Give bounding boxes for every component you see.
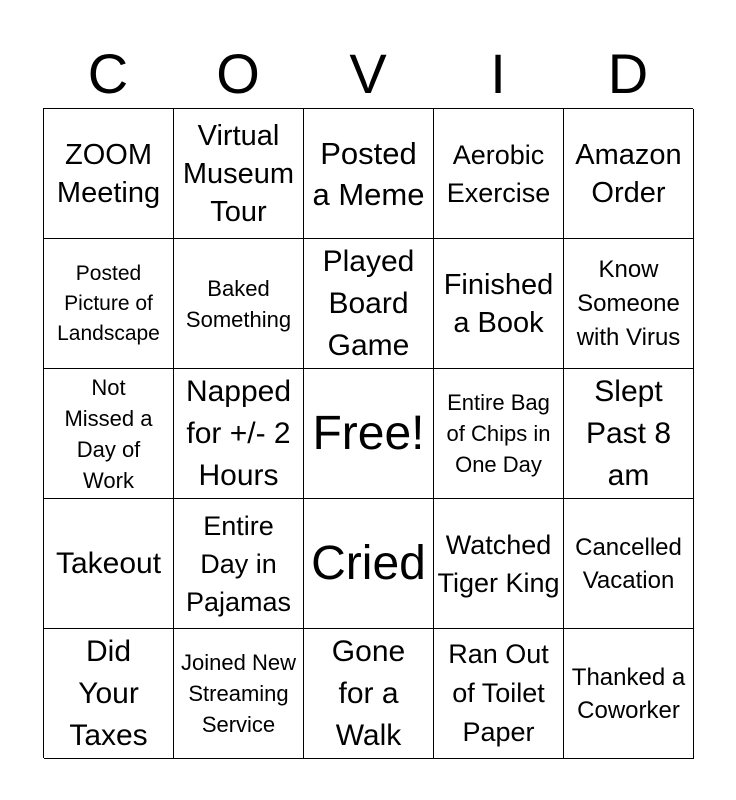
bingo-cell-r4c5[interactable] [564,499,694,629]
bingo-cell-r2c2[interactable] [174,239,304,369]
header-letter-d: D [607,42,649,105]
header-letter-o: O [216,42,260,105]
bingo-board [43,108,693,758]
bingo-cell-r1c2[interactable] [174,109,304,239]
cell-text: Amazon Order [575,138,682,209]
bingo-header [43,40,693,108]
bingo-cell-r3c4[interactable] [434,369,564,499]
free-space-text: Free! [312,406,425,460]
cell-text: Takeout [55,546,162,580]
bingo-cell-r1c4[interactable] [434,109,564,239]
cell-text: Finished a Book [443,268,554,339]
bingo-cell-r4c1[interactable] [44,499,174,629]
cell-text: Ran Out of Toilet Paper [448,639,549,747]
bingo-cell-r1c3[interactable] [304,109,434,239]
bingo-cell-r3c5[interactable] [564,369,694,499]
bingo-cell-r4c4[interactable] [434,499,564,629]
cell-text: Watched Tiger King [437,529,560,598]
cell-text: Slept Past 8 am [585,374,672,492]
cell-text: Did Your Taxes [69,634,148,752]
cell-text: Entire Day in Pajamas [185,510,292,617]
cell-text: Posted a Meme [312,135,425,212]
cell-text: Not Missed a Day of Work [64,374,153,493]
cell-text: Aerobic Exercise [446,139,551,208]
cell-text: Cried [311,536,426,590]
bingo-cell-r2c4[interactable] [434,239,564,369]
bingo-cell-r5c5[interactable] [564,629,694,759]
cell-text: Thanked a Coworker [571,663,686,724]
bingo-cell-free-space[interactable] [304,369,434,499]
bingo-cell-r2c1[interactable] [44,239,174,369]
bingo-cell-r3c2[interactable] [174,369,304,499]
bingo-cell-r4c2[interactable] [174,499,304,629]
cell-text: Virtual Museum Tour [182,119,295,228]
bingo-cell-r1c1[interactable] [44,109,174,239]
bingo-cell-r5c2[interactable] [174,629,304,759]
bingo-cell-r2c5[interactable] [564,239,694,369]
cell-text: Posted Picture of Landscape [57,261,160,345]
bingo-cell-r5c3[interactable] [304,629,434,759]
cell-text: ZOOM Meeting [56,138,161,209]
cell-text: Played Board Game [322,244,415,362]
cell-text: Know Someone with Virus [576,255,681,351]
cell-text: Gone for a Walk [331,634,406,752]
bingo-cell-r5c1[interactable] [44,629,174,759]
bingo-cell-r1c5[interactable] [564,109,694,239]
header-letter-c: C [87,42,129,105]
cell-text: Cancelled Vacation [575,533,682,594]
cell-text: Napped for +/- 2 Hours [185,374,292,492]
header-letter-v: V [349,42,387,105]
bingo-cell-r2c3[interactable] [304,239,434,369]
bingo-cell-r4c3[interactable] [304,499,434,629]
cell-text: Joined New Streaming Service [181,650,296,737]
cell-text: Entire Bag of Chips in One Day [446,390,551,477]
bingo-cell-r5c4[interactable] [434,629,564,759]
header-letter-i: I [490,42,506,105]
bingo-cell-r3c1[interactable] [44,369,174,499]
cell-text: Baked Something [185,275,292,332]
